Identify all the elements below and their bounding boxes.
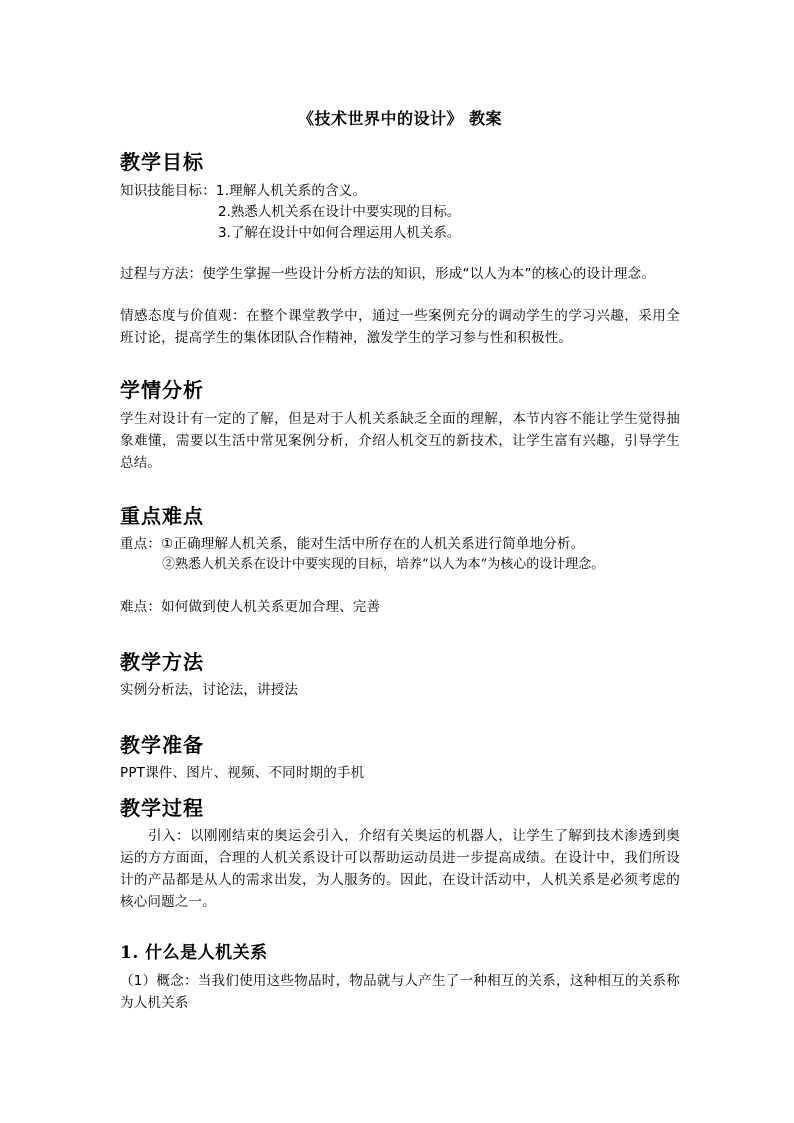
heading-objectives: 教学目标 (120, 150, 204, 174)
heading-process: 教学过程 (120, 796, 204, 820)
objective-knowledge-2: 2.熟悉人机关系在设计中要实现的目标。 (218, 204, 461, 220)
objective-emotion: 情感态度与价值观：在整个课堂教学中，通过一些案例充分的调动学生的学习兴趣，采用全班讨论，提高学生的集体团队合作精神，激发学生的学习参与性和积极性。 (120, 308, 680, 346)
heading-keypoints: 重点难点 (120, 504, 204, 528)
analysis-text: 学生对设计有一定的了解，但是对于人机关系缺乏全面的理解，本节内容不能让学生觉得抽象难懂，需要以生活中常见案例分析，介绍人机交互的新技术，让学生富有兴趣，引导学生总结。 (120, 411, 680, 471)
heading-methods: 教学方法 (120, 650, 204, 674)
preparation-text: PPT课件、图片、视频、不同时期的手机 (120, 765, 365, 781)
concept-text: （1）概念：当我们使用这些物品时，物品就与人产生了一种相互的关系，这种相互的关系称为人机关系 (120, 973, 680, 1011)
heading-preparation: 教学准备 (120, 733, 204, 757)
document-title: 《技术世界中的设计》 教案 (297, 109, 503, 128)
methods-text: 实例分析法，讨论法，讲授法 (120, 682, 299, 698)
keypoint-2: ②熟悉人机关系在设计中要实现的目标，培养“以人为本”为核心的设计理念。 (162, 557, 605, 572)
objective-process: 过程与方法：使学生掌握一些设计分析方法的知识，形成“以人为本”的核心的设计理念。 (120, 266, 655, 282)
subheading-what-is-hmr: 1. 什么是人机关系 (120, 943, 268, 963)
objective-knowledge-1: 知识技能目标：1.理解人机关系的含义。 (120, 183, 367, 199)
heading-analysis: 学情分析 (120, 378, 204, 402)
process-intro: 引入：以刚刚结束的奥运会引入，介绍有关奥运的机器人，让学生了解到技术渗透到奥运的方方面面，合理的人机关系设计可以帮助运动员进一步提高成绩。在设计中，我们所设计的产品都是从人的需求出发，为人服务的。因此，在设计活动中，人机关系是必须考虑的核心问题之一。 (120, 828, 680, 910)
difficulty-text: 难点：如何做到使人机关系更加合理、完善 (120, 599, 381, 615)
keypoint-1: 重点：①正确理解人机关系，能对生活中所存在的人机关系进行简单地分析。 (120, 536, 585, 552)
objective-knowledge-3: 3.了解在设计中如何合理运用人机关系。 (218, 225, 461, 241)
